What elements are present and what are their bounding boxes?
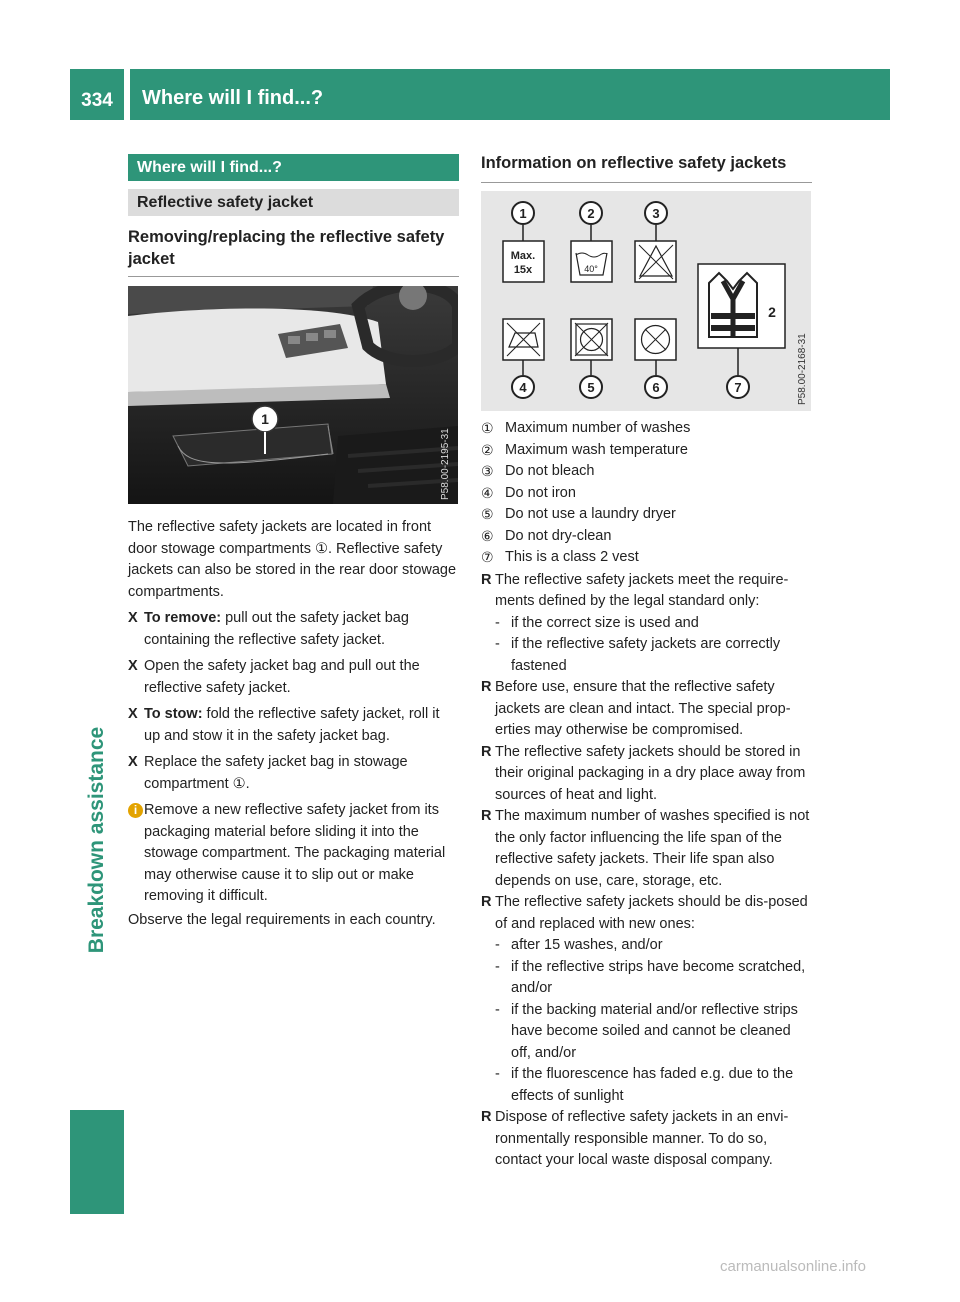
legend-item <box>481 440 812 462</box>
dash-marker: - <box>495 614 500 631</box>
diagram-callout-4: 4 <box>519 380 527 395</box>
photo-callout-1: 1 <box>261 411 269 427</box>
sidebar-section-label: Breakdown assistance <box>85 726 108 954</box>
door-compartment-photo <box>128 286 458 504</box>
bullet-marker: R <box>481 894 492 910</box>
step-marker: X <box>128 754 138 770</box>
diagram-callout-2: 2 <box>587 206 595 221</box>
dash-text: if the correct size is used and <box>511 614 699 631</box>
dash-item <box>481 935 812 957</box>
step-marker: X <box>128 658 138 674</box>
legend-item <box>481 504 812 526</box>
section-bar: Where will I find...? <box>128 154 459 181</box>
dash-text: if the reflective strips have become scratched, and/or <box>511 958 806 996</box>
diagram-callout-6: 6 <box>652 380 660 395</box>
bullet-text: The maximum number of washes specified is not the only factor influencing the life span of the reflective safety jackets. Their life span also depends on use, care, storage, etc. <box>495 808 810 889</box>
legend-item <box>481 483 812 505</box>
legend-list <box>481 418 812 569</box>
closing-paragraph: Observe the legal requirements in each country. <box>128 911 436 928</box>
bullet-item <box>481 1107 812 1172</box>
intro-paragraph <box>128 517 459 603</box>
step-stow <box>128 704 459 747</box>
bullet-item <box>481 806 812 892</box>
step-marker: X <box>128 706 138 722</box>
dash-item <box>481 634 812 677</box>
legend-marker: ⑤ <box>481 506 494 522</box>
dash-item <box>481 1064 812 1107</box>
subsection-bar: Reflective safety jacket <box>128 189 459 216</box>
section-heading: Removing/replacing the reflective safety jacket <box>128 226 459 277</box>
bullet-marker: R <box>481 743 492 760</box>
bullet-marker: R <box>481 571 492 588</box>
dash-marker: - <box>495 636 500 652</box>
legend-text: Do not dry-clean <box>505 527 612 544</box>
diagram-callout-5: 5 <box>587 380 595 395</box>
max-count: 15x <box>513 264 533 276</box>
vest-class-number: 2 <box>768 304 776 320</box>
sidebar <box>70 120 124 1214</box>
step-label: To stow: <box>144 706 203 722</box>
legend-item <box>481 418 812 440</box>
photo-code: P58.00-2195-31 <box>440 428 451 500</box>
dash-text: if the reflective safety jackets are correctly fastened <box>511 636 781 674</box>
bullet-item <box>481 892 812 935</box>
legend-item <box>481 547 812 569</box>
dash-text: if the fluorescence has faded e.g. due to the effects of sunlight <box>511 1066 794 1104</box>
watermark: carmanualsonline.info <box>720 1258 866 1275</box>
info-icon: i <box>128 803 143 818</box>
step-remove <box>128 608 459 651</box>
dash-item <box>481 613 812 635</box>
bullet-marker: R <box>481 679 492 695</box>
legend-marker: ⑥ <box>481 527 494 544</box>
legend-item <box>481 526 812 548</box>
legend-item <box>481 461 812 483</box>
care-symbols-diagram <box>481 191 811 411</box>
info-heading: Information on reflective safety jackets <box>481 152 812 183</box>
callout-ref: ① <box>232 775 246 792</box>
dash-text: after 15 washes, and/or <box>511 937 663 953</box>
step-open <box>128 656 459 699</box>
info-text: Remove a new reflective safety jacket from its packaging material before sliding it into the stowage compartment. The packaging material may otherwise cause it to slip out or make removing it difficult. <box>144 802 446 904</box>
legend-marker: ① <box>481 420 494 436</box>
dash-marker: - <box>495 1066 500 1082</box>
dash-marker: - <box>495 1001 500 1018</box>
bullet-text: The reflective safety jackets meet the require-ments defined by the legal standard only: <box>495 571 789 609</box>
legend-marker: ② <box>481 441 494 458</box>
bullet-marker: R <box>481 808 492 824</box>
bullet-text: Before use, ensure that the reflective safety jackets are clean and intact. The special prop-erties may otherwise be compromised. <box>495 679 791 738</box>
step-text: pull out the safety jacket bag containing the reflective safety jacket. <box>144 610 409 648</box>
page-number: 334 <box>70 69 124 120</box>
bullet-text: The reflective safety jackets should be stored in their original packaging in a dry place away from sources of heat and light. <box>495 743 806 803</box>
intro-text-b: . Reflective safety jackets can also be stored in the rear door stowage compartments. <box>128 540 457 600</box>
dash-marker: - <box>495 937 500 953</box>
dash-marker: - <box>495 958 500 975</box>
bullet-item <box>481 742 812 807</box>
bullet-item <box>481 570 812 613</box>
step-text: fold the reflective safety jacket, roll it up and stow it in the safety jacket bag. <box>144 706 440 744</box>
dash-item <box>481 1000 812 1065</box>
bullet-text: The reflective safety jackets should be dis-posed of and replaced with new ones: <box>495 894 808 932</box>
diagram-callout-1: 1 <box>519 206 527 221</box>
legend-text: Maximum number of washes <box>505 420 691 436</box>
bullet-marker: R <box>481 1109 492 1125</box>
step-text-end: . <box>245 775 250 792</box>
left-column <box>128 154 459 931</box>
legend-marker: ④ <box>481 484 494 501</box>
dash-text: if the backing material and/or reflective strips have become soiled and cannot be cleaned off, and/or <box>511 1001 798 1061</box>
page-header-title: Where will I find...? <box>130 69 890 120</box>
bullet-text: Dispose of reflective safety jackets in an envi-ronmentally responsible manner. To do so, contact your local waste disposal company. <box>495 1109 789 1168</box>
step-text: Open the safety jacket bag and pull out the reflective safety jacket. <box>144 658 420 696</box>
diagram-callout-7: 7 <box>734 380 742 395</box>
legend-text: Do not use a laundry dryer <box>505 506 676 522</box>
step-replace <box>128 752 459 795</box>
legend-text: Do not iron <box>505 484 576 501</box>
info-note <box>128 800 459 908</box>
legend-text: This is a class 2 vest <box>505 549 639 565</box>
legend-text: Do not bleach <box>505 463 595 479</box>
legend-text: Maximum wash temperature <box>505 441 688 458</box>
wash-temp: 40° <box>584 264 598 274</box>
step-label: To remove: <box>144 610 222 626</box>
legend-marker: ③ <box>481 463 494 479</box>
sidebar-block <box>70 1110 124 1214</box>
step-marker: X <box>128 610 138 626</box>
right-column <box>481 152 812 1172</box>
step-text: Replace the safety jacket bag in stowage compartment <box>144 754 408 792</box>
legend-marker: ⑦ <box>481 549 494 565</box>
diagram-callout-3: 3 <box>652 206 660 221</box>
diagram-code: P58.00-2168-31 <box>797 333 808 405</box>
intro-text-a: The reflective safety jackets are located in front door stowage compartments <box>128 519 432 557</box>
max-label: Max. <box>510 250 536 262</box>
requirements-list <box>481 570 812 1172</box>
dash-item <box>481 957 812 1000</box>
callout-ref: ① <box>314 540 328 557</box>
bullet-item <box>481 677 812 742</box>
